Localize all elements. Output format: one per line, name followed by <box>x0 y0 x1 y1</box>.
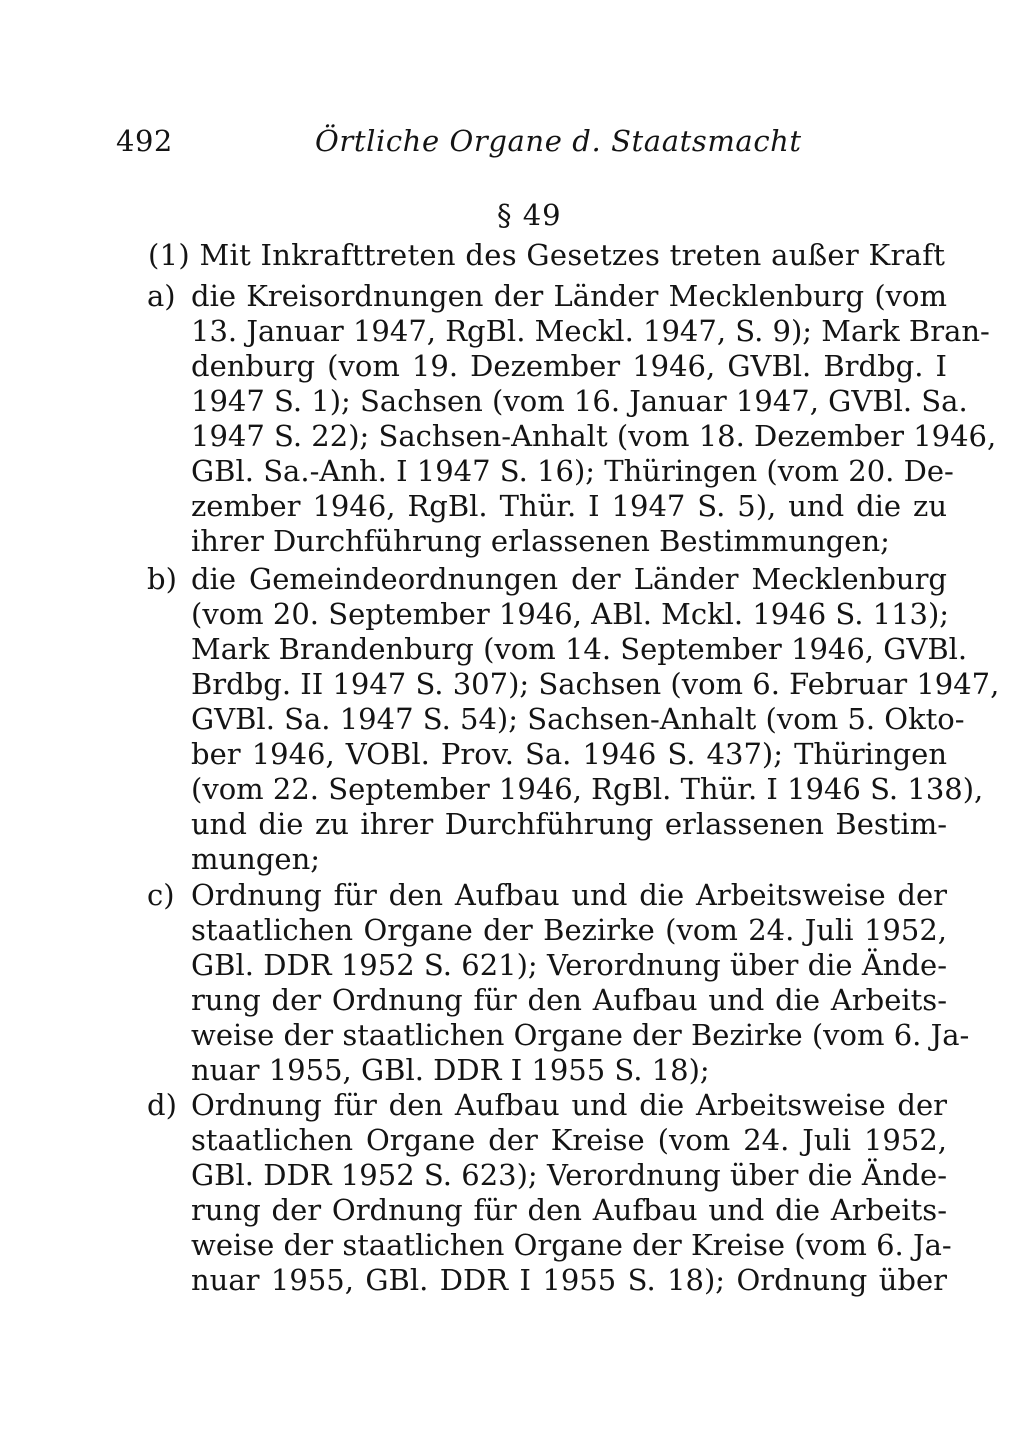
text-line: 1947 S. 22); Sachsen-Anhalt (vom 18. Dezember 1946, <box>191 419 997 453</box>
list-item-label: d) <box>147 1088 177 1122</box>
text-line: Brdbg. II 1947 S. 307); Sachsen (vom 6. Februar 1947, <box>191 667 1000 701</box>
text-line: GBl. DDR 1952 S. 623); Verordnung über die Ände- <box>191 1158 947 1192</box>
text-line: die Kreisordnungen der Länder Mecklenburg (vom <box>191 279 947 313</box>
text-line: zember 1946, RgBl. Thür. I 1947 S. 5), und die zu <box>191 489 947 523</box>
paragraph-intro: (1) Mit Inkrafttreten des Gesetzes treten außer Kraft <box>148 238 946 272</box>
page-number: 492 <box>116 124 173 158</box>
text-line: Ordnung für den Aufbau und die Arbeitsweise der <box>191 878 947 912</box>
list-item-body <box>191 279 997 559</box>
running-title: Örtliche Organe d. Staatsmacht <box>315 124 802 158</box>
text-line: rung der Ordnung für den Aufbau und die Arbeits- <box>191 1193 947 1227</box>
text-line: 1947 S. 1); Sachsen (vom 16. Januar 1947, GVBl. Sa. <box>191 384 968 418</box>
text-line: nuar 1955, GBl. DDR I 1955 S. 18); Ordnung über <box>191 1263 947 1297</box>
text-line: (vom 22. September 1946, RgBl. Thür. I 1946 S. 138), <box>191 772 984 806</box>
list-item-label: a) <box>147 279 176 313</box>
text-line: 13. Januar 1947, RgBl. Meckl. 1947, S. 9); Mark Bran- <box>191 314 990 348</box>
text-line: GBl. DDR 1952 S. 621); Verordnung über die Ände- <box>191 948 947 982</box>
text-line: Ordnung für den Aufbau und die Arbeitsweise der <box>191 1088 947 1122</box>
text-line: die Gemeindeordnungen der Länder Mecklenburg <box>191 562 947 596</box>
text-line: weise der staatlichen Organe der Bezirke (vom 6. Ja- <box>191 1018 970 1052</box>
list-item-body <box>191 562 1000 877</box>
list-item-body <box>191 1088 952 1298</box>
text-line: nuar 1955, GBl. DDR I 1955 S. 18); <box>191 1053 710 1087</box>
text-line: GVBl. Sa. 1947 S. 54); Sachsen-Anhalt (vom 5. Okto- <box>191 702 965 736</box>
text-line: ihrer Durchführung erlassenen Bestimmungen; <box>191 524 890 558</box>
text-line: ber 1946, VOBl. Prov. Sa. 1946 S. 437); Thüringen <box>191 737 947 771</box>
text-line: mungen; <box>191 842 321 876</box>
section-heading: § 49 <box>497 198 562 232</box>
text-line: rung der Ordnung für den Aufbau und die Arbeits- <box>191 983 947 1017</box>
text-line: weise der staatlichen Organe der Kreise (vom 6. Ja- <box>191 1228 952 1262</box>
text-line: denburg (vom 19. Dezember 1946, GVBl. Brdbg. I <box>191 349 947 383</box>
list-item-label: b) <box>147 562 177 596</box>
text-line: GBl. Sa.-Anh. I 1947 S. 16); Thüringen (vom 20. De- <box>191 454 954 488</box>
text-line: staatlichen Organe der Bezirke (vom 24. Juli 1952, <box>191 913 947 947</box>
list-item-body <box>191 878 970 1088</box>
text-line: (vom 20. September 1946, ABl. Mckl. 1946 S. 113); <box>191 597 950 631</box>
list-item-label: c) <box>147 878 175 912</box>
text-line: Mark Brandenburg (vom 14. September 1946, GVBl. <box>191 632 968 666</box>
text-line: und die zu ihrer Durchführung erlassenen Bestim- <box>191 807 947 841</box>
page-header <box>116 124 802 168</box>
text-line: staatlichen Organe der Kreise (vom 24. Juli 1952, <box>191 1123 947 1157</box>
